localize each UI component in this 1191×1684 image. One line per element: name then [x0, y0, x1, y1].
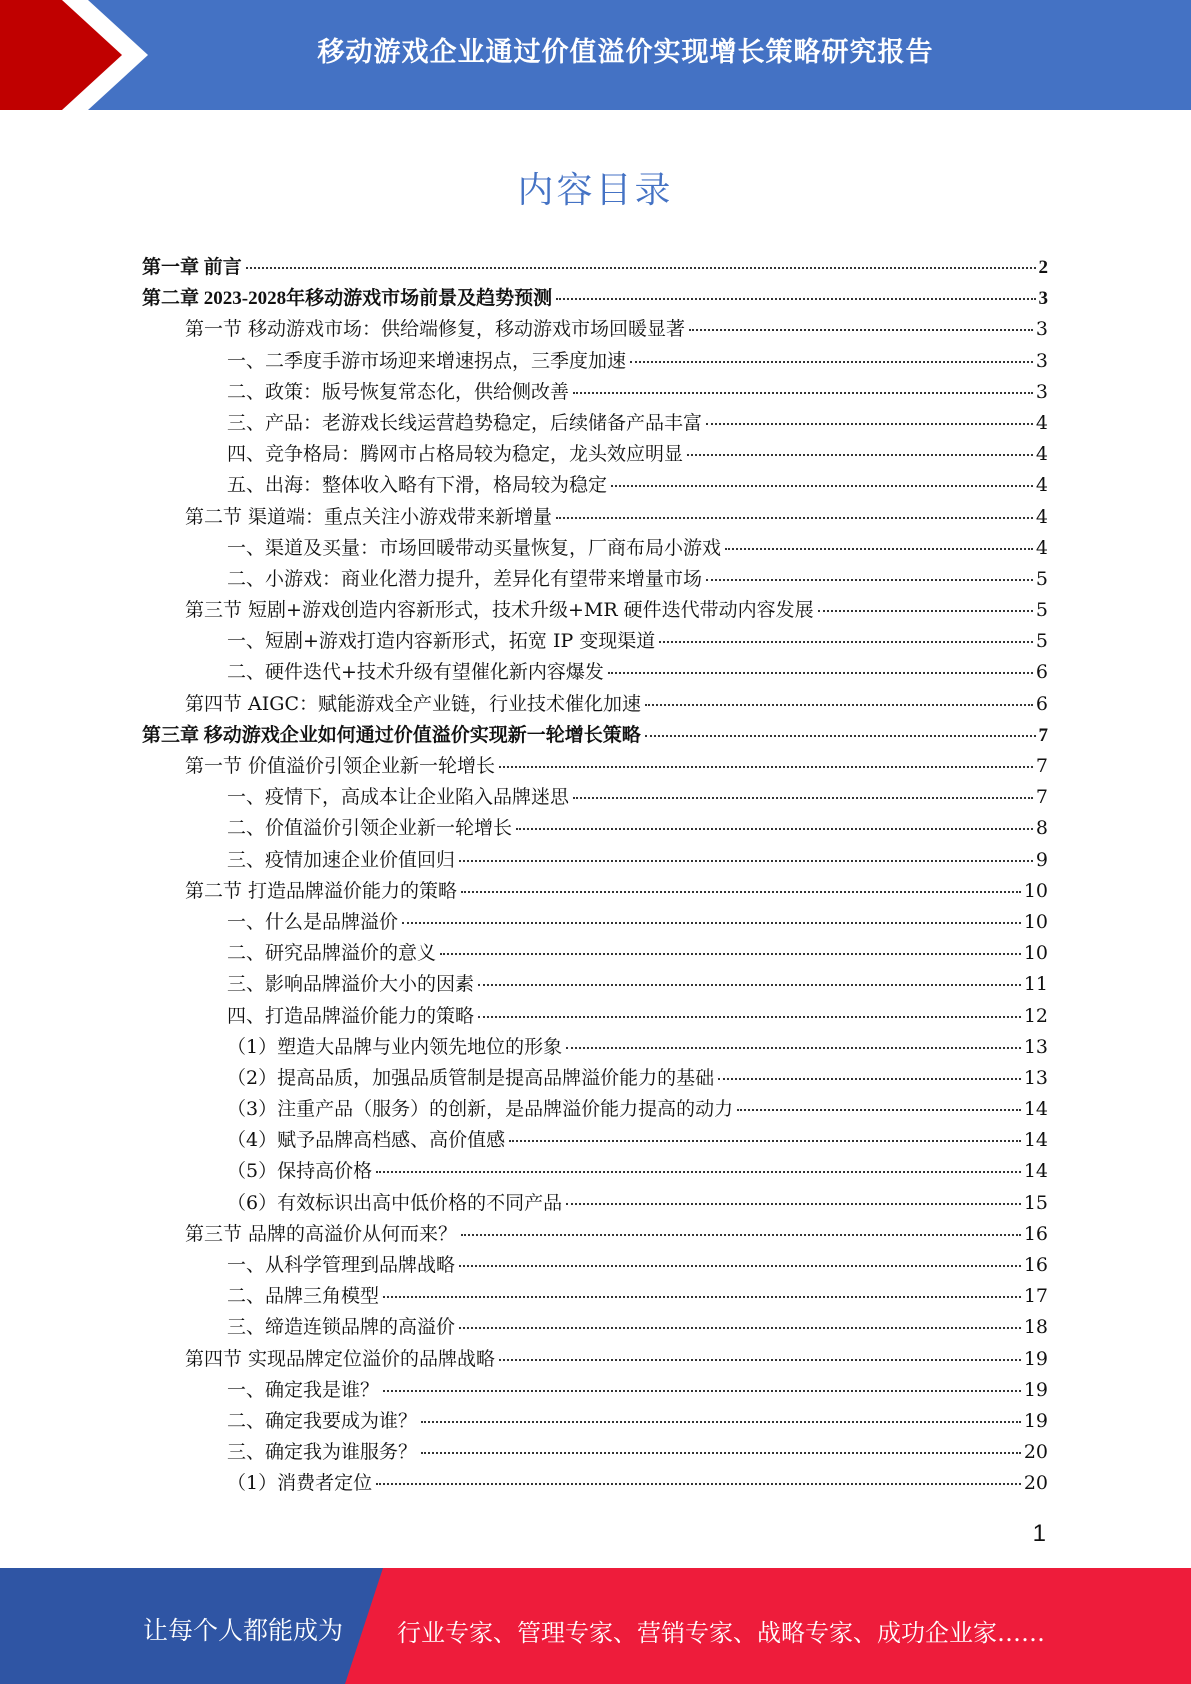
toc-leader-dots — [402, 922, 1021, 924]
toc-leader-dots — [645, 704, 1033, 706]
toc-leader-dots — [630, 361, 1033, 363]
toc-entry-label: 一、疫情下，高成本让企业陷入品牌迷思 — [227, 786, 570, 809]
toc-entry-page: 5 — [1035, 599, 1048, 622]
toc-entry-label: 四、竞争格局：腾网市占格局较为稳定，龙头效应明显 — [227, 443, 684, 466]
toc-entry[interactable] — [142, 1468, 1048, 1499]
footer-slogan-left: 让每个人都能成为 — [143, 1616, 344, 1645]
toc-entry[interactable] — [142, 470, 1048, 501]
toc-entry-label: 三、缔造连锁品牌的高溢价 — [227, 1316, 456, 1339]
toc-leader-dots — [611, 485, 1033, 487]
toc-entry[interactable] — [142, 1312, 1048, 1343]
toc-entry[interactable] — [142, 1406, 1048, 1437]
toc-entry-label: （1）塑造大品牌与业内领先地位的形象 — [227, 1035, 563, 1058]
toc-leader-dots — [459, 1327, 1021, 1329]
toc-leader-dots — [421, 1452, 1021, 1454]
toc-leader-dots — [566, 1203, 1021, 1205]
toc-entry[interactable] — [142, 346, 1048, 377]
toc-leader-dots — [706, 423, 1033, 425]
toc-entry-label: （5）保持高价格 — [227, 1160, 373, 1183]
toc-entry-label: 二、研究品牌溢价的意义 — [227, 942, 437, 965]
toc-entry-label: 一、什么是品牌溢价 — [227, 910, 399, 933]
toc-entry[interactable] — [142, 502, 1048, 533]
toc-entry-page: 5 — [1035, 630, 1048, 653]
toc-entry-label: （1）消费者定位 — [227, 1472, 373, 1495]
toc-entry[interactable] — [142, 1250, 1048, 1281]
toc-entry[interactable] — [142, 720, 1048, 751]
toc-entry-label: 三、影响品牌溢价大小的因素 — [227, 973, 475, 996]
toc-entry[interactable] — [142, 657, 1048, 688]
toc-entry[interactable] — [142, 314, 1048, 345]
toc-leader-dots — [440, 953, 1021, 955]
toc-entry-page: 3 — [1035, 349, 1048, 372]
toc-entry-label: 第三节 品牌的高溢价从何而来？ — [185, 1222, 458, 1245]
toc-entry-page: 18 — [1023, 1316, 1048, 1339]
toc-entry[interactable] — [142, 283, 1048, 314]
toc-leader-dots — [246, 267, 1036, 269]
toc-entry-page: 20 — [1023, 1472, 1048, 1495]
toc-entry-label: 二、确定我要成为谁？ — [227, 1409, 418, 1432]
toc-entry[interactable] — [142, 1032, 1048, 1063]
toc-entry[interactable] — [142, 377, 1048, 408]
header-banner — [0, 0, 1191, 110]
toc-entry[interactable] — [142, 876, 1048, 907]
toc-entry-label: 二、小游戏：商业化潜力提升，差异化有望带来增量市场 — [227, 567, 703, 590]
toc-leader-dots — [459, 860, 1033, 862]
toc-leader-dots — [516, 828, 1033, 830]
toc-entry-page: 14 — [1023, 1129, 1048, 1152]
toc-entry-page: 15 — [1023, 1191, 1048, 1214]
toc-entry[interactable] — [142, 1344, 1048, 1375]
toc-entry[interactable] — [142, 252, 1048, 283]
page-number: 1 — [1032, 1520, 1046, 1547]
toc-entry[interactable] — [142, 907, 1048, 938]
toc-entry-page: 7 — [1038, 724, 1048, 746]
toc-entry[interactable] — [142, 626, 1048, 657]
toc-leader-dots — [725, 548, 1033, 550]
toc-entry-page: 16 — [1023, 1254, 1048, 1276]
toc-entry[interactable] — [142, 1375, 1048, 1406]
toc-entry[interactable] — [142, 813, 1048, 844]
toc-entry-page: 3 — [1035, 318, 1048, 341]
toc-entry-label: 二、硬件迭代+技术升级有望催化新内容爆发 — [227, 661, 604, 684]
toc-entry-label: 二、价值溢价引领企业新一轮增长 — [227, 817, 513, 840]
toc-entry-label: 一、从科学管理到品牌战略 — [227, 1254, 456, 1276]
toc-leader-dots — [706, 579, 1033, 581]
toc-entry-page: 19 — [1023, 1409, 1048, 1432]
toc-entry-page: 4 — [1035, 474, 1048, 497]
toc-heading: 内容目录 — [517, 170, 674, 211]
toc-entry-page: 7 — [1035, 786, 1048, 809]
toc-entry-label: 二、品牌三角模型 — [227, 1285, 380, 1308]
toc-leader-dots — [573, 392, 1033, 394]
toc-entry-label: （3）注重产品（服务）的创新，是品牌溢价能力提高的动力 — [227, 1098, 734, 1121]
toc-leader-dots — [376, 1171, 1021, 1173]
toc-entry-label: 一、确定我是谁？ — [227, 1378, 380, 1401]
table-of-contents — [142, 252, 1048, 1500]
toc-entry-label: 第四节 AIGC：赋能游戏全产业链，行业技术催化加速 — [185, 692, 641, 715]
toc-entry-page: 2 — [1038, 257, 1048, 278]
toc-leader-dots — [645, 735, 1036, 737]
toc-entry[interactable] — [142, 533, 1048, 564]
toc-entry[interactable] — [142, 1188, 1048, 1219]
toc-leader-dots — [659, 641, 1033, 643]
toc-entry-label: 三、疫情加速企业价值回归 — [227, 848, 456, 871]
toc-leader-dots — [461, 1234, 1021, 1236]
toc-entry-page: 4 — [1035, 411, 1048, 434]
header-title: 移动游戏企业通过价值溢价实现增长策略研究报告 — [317, 37, 934, 68]
toc-leader-dots — [478, 1016, 1021, 1018]
toc-entry-page: 10 — [1023, 910, 1048, 933]
toc-leader-dots — [718, 1078, 1021, 1080]
toc-entry[interactable] — [142, 782, 1048, 813]
toc-leader-dots — [573, 797, 1033, 799]
toc-entry-page: 4 — [1035, 505, 1048, 528]
toc-leader-dots — [499, 766, 1033, 768]
toc-entry-page: 4 — [1035, 536, 1048, 559]
toc-entry-label: 五、出海：整体收入略有下滑，格局较为稳定 — [227, 474, 608, 497]
toc-entry-page: 7 — [1035, 755, 1048, 777]
toc-entry-label: 一、短剧+游戏打造内容新形式，拓宽 IP 变现渠道 — [227, 630, 656, 653]
toc-entry[interactable] — [142, 1156, 1048, 1187]
toc-entry-page: 6 — [1035, 661, 1048, 684]
toc-leader-dots — [509, 1140, 1021, 1142]
toc-entry-page: 13 — [1023, 1035, 1048, 1058]
toc-leader-dots — [556, 517, 1033, 519]
toc-entry-label: 三、确定我为谁服务？ — [227, 1441, 418, 1464]
toc-entry-label: 三、产品：老游戏长线运营趋势稳定，后续储备产品丰富 — [227, 411, 703, 434]
toc-leader-dots — [383, 1390, 1021, 1392]
toc-entry[interactable] — [142, 938, 1048, 969]
toc-entry[interactable] — [142, 689, 1048, 720]
toc-leader-dots — [478, 984, 1021, 986]
toc-entry[interactable] — [142, 969, 1048, 1000]
toc-entry-label: 四、打造品牌溢价能力的策略 — [227, 1004, 475, 1027]
toc-entry-label: 一、二季度手游市场迎来增速拐点，三季度加速 — [227, 349, 627, 372]
toc-entry[interactable] — [142, 595, 1048, 626]
toc-entry[interactable] — [142, 1125, 1048, 1156]
toc-entry-page: 20 — [1023, 1441, 1048, 1464]
toc-entry-page: 16 — [1023, 1222, 1048, 1245]
toc-leader-dots — [556, 298, 1035, 300]
toc-entry-label: （2）提高品质，加强品质管制是提高品牌溢价能力的基础 — [227, 1066, 715, 1089]
toc-entry-page: 10 — [1023, 879, 1048, 902]
toc-entry[interactable] — [142, 1001, 1048, 1032]
toc-entry-label: 第二节 打造品牌溢价能力的策略 — [185, 879, 458, 902]
toc-entry[interactable] — [142, 751, 1048, 782]
toc-entry[interactable] — [142, 1094, 1048, 1125]
toc-leader-dots — [459, 1265, 1021, 1267]
footer-banner — [0, 1568, 1191, 1684]
toc-entry-page: 13 — [1023, 1066, 1048, 1089]
toc-leader-dots — [737, 1109, 1021, 1111]
toc-entry[interactable] — [142, 439, 1048, 470]
toc-entry-label: 第三章 移动游戏企业如何通过价值溢价实现新一轮增长策略 — [142, 724, 641, 746]
toc-leader-dots — [689, 329, 1033, 331]
toc-leader-dots — [376, 1483, 1021, 1485]
toc-entry-label: 一、渠道及买量：市场回暖带动买量恢复，厂商布局小游戏 — [227, 536, 722, 559]
toc-leader-dots — [383, 1296, 1021, 1298]
toc-entry-label: （4）赋予品牌高档感、高价值感 — [227, 1129, 506, 1152]
toc-entry-label: （6）有效标识出高中低价格的不同产品 — [227, 1191, 563, 1214]
toc-entry-page: 3 — [1035, 380, 1048, 403]
toc-entry-label: 第二节 渠道端：重点关注小游戏带来新增量 — [185, 505, 553, 528]
toc-entry[interactable] — [142, 564, 1048, 595]
toc-leader-dots — [608, 672, 1033, 674]
toc-leader-dots — [499, 1359, 1021, 1361]
toc-entry-page: 19 — [1023, 1378, 1048, 1401]
toc-entry-label: 二、政策：版号恢复常态化，供给侧改善 — [227, 380, 570, 403]
toc-entry[interactable] — [142, 1281, 1048, 1312]
toc-entry-page: 9 — [1035, 848, 1048, 871]
toc-entry-label: 第二章 2023-2028年移动游戏市场前景及趋势预测 — [142, 288, 553, 310]
toc-leader-dots — [461, 891, 1021, 893]
toc-entry-page: 17 — [1023, 1285, 1048, 1308]
footer-slogan-right: 行业专家、管理专家、营销专家、战略专家、成功企业家…… — [397, 1619, 1045, 1647]
toc-entry-page: 11 — [1023, 973, 1048, 996]
toc-entry-page: 4 — [1035, 443, 1048, 466]
toc-entry-label: 第一节 价值溢价引领企业新一轮增长 — [185, 755, 496, 777]
toc-leader-dots — [421, 1421, 1021, 1423]
toc-entry-page: 8 — [1035, 817, 1048, 840]
toc-entry-page: 10 — [1023, 942, 1048, 965]
toc-entry-page: 12 — [1023, 1004, 1048, 1027]
toc-leader-dots — [566, 1047, 1021, 1049]
toc-entry-page: 19 — [1023, 1347, 1048, 1370]
toc-entry-page: 14 — [1023, 1160, 1048, 1183]
toc-entry[interactable] — [142, 1219, 1048, 1250]
toc-entry[interactable] — [142, 1063, 1048, 1094]
toc-entry-label: 第一章 前言 — [142, 257, 242, 278]
toc-leader-dots — [687, 454, 1033, 456]
toc-entry-page: 3 — [1038, 288, 1048, 310]
toc-entry-page: 5 — [1035, 567, 1048, 590]
toc-entry-page: 14 — [1023, 1098, 1048, 1121]
toc-entry-label: 第一节 移动游戏市场：供给端修复，移动游戏市场回暖显著 — [185, 318, 686, 341]
toc-entry[interactable] — [142, 845, 1048, 876]
toc-entry-label: 第三节 短剧+游戏创造内容新形式，技术升级+MR 硬件迭代带动内容发展 — [185, 599, 814, 622]
toc-entry[interactable] — [142, 408, 1048, 439]
toc-leader-dots — [818, 610, 1033, 612]
toc-entry[interactable] — [142, 1437, 1048, 1468]
toc-entry-page: 6 — [1035, 692, 1048, 715]
toc-entry-label: 第四节 实现品牌定位溢价的品牌战略 — [185, 1347, 496, 1370]
